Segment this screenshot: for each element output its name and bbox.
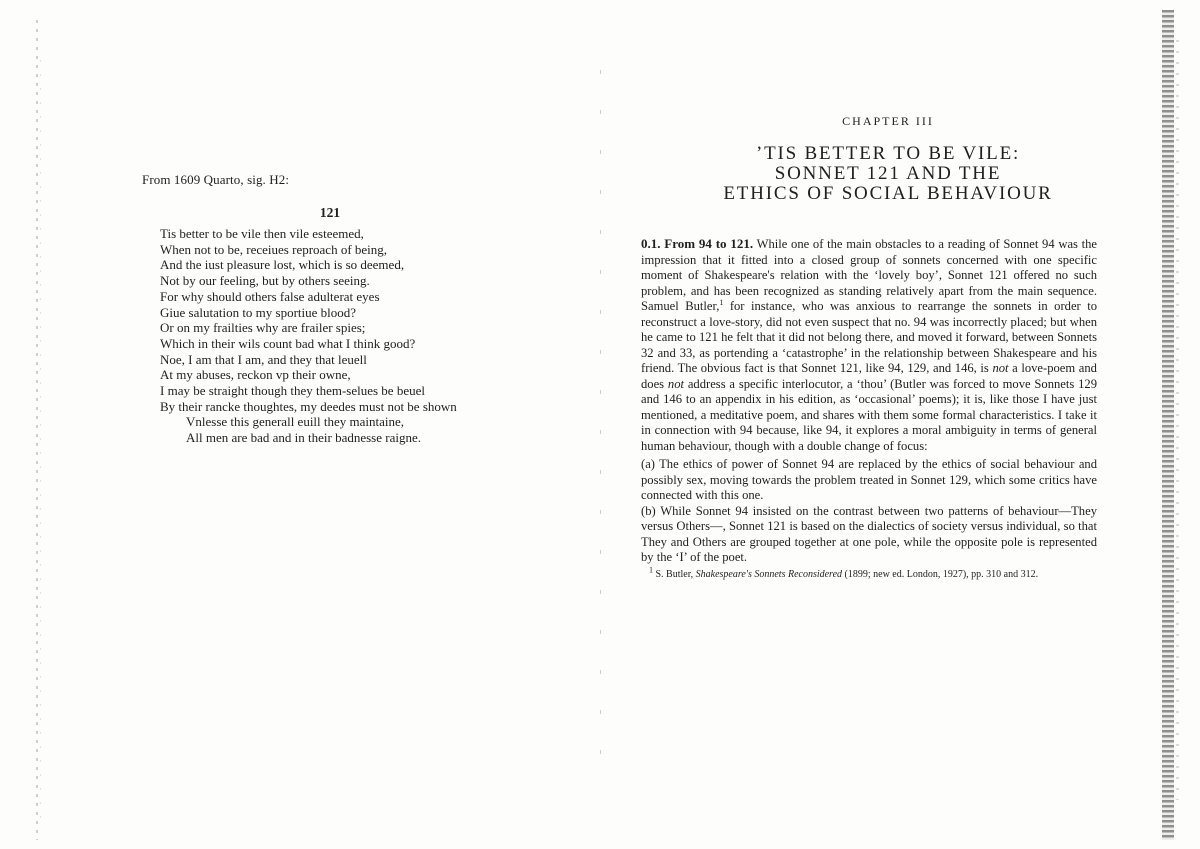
footnote <box>641 565 1097 581</box>
chapter-title-line: ’TIS BETTER TO BE VILE: <box>755 143 1021 164</box>
sonnet-number: 121 <box>319 205 341 220</box>
footnote-book-title: Shakespeare's Sonnets Reconsidered <box>695 568 843 580</box>
poem-line: By their rancke thoughtes, my deedes must not be shown <box>160 398 457 414</box>
poem-line: Noe, I am that I am, and they that leuell <box>160 351 367 367</box>
chapter-label: CHAPTER III <box>842 114 934 128</box>
paragraph-text: While one of the main obstacles to a reading of Sonnet 94 was the impression that it fitted into a closed group of sonnets concerned with one specific moment of Shakespeare's relation with the ‘lovely boy’, Sonnet 121 offered no such problem, and has been recognized as standing relatively apart from the main sequence. Samuel Butler, <box>641 237 1098 313</box>
footnote-number: 1 <box>649 565 653 575</box>
scan-edge-right-marks <box>1176 40 1179 800</box>
paragraph-text: for instance, who was anxious to rearrange the sonnets in order to reconstruct a love-story, did not even suspect that no. 94 was incorrectly placed; but when he came to 121 he felt that it did not belong there, and moved it forward, between Sonnets 32 and 33, as portending a ‘catastrophe’ in the relationship between Shakespeare and his friend. The obvious fact is that Sonnet 121, like 94, 129, and 146, is <box>641 299 1097 375</box>
poem-line: When not to be, receiues reproach of being, <box>160 241 388 257</box>
scan-edge-left <box>36 20 38 840</box>
poem-couplet-line: Vnlesse this generall euill they maintaine, <box>186 414 405 430</box>
emphasis: not <box>992 361 1009 375</box>
chapter-title <box>600 144 1176 204</box>
chapter-body <box>641 236 1097 581</box>
poem-line: I may be straight though they them-selues be beuel <box>160 383 425 399</box>
emphasis: not <box>667 376 685 391</box>
poem-line: At my abuses, reckon vp their owne, <box>160 367 351 383</box>
footnote-author: S. Butler, <box>655 568 694 580</box>
poem-line: And the iust pleasure lost, which is so deemed, <box>160 257 405 273</box>
section-heading: 0.1. From 94 to 121. <box>641 236 754 251</box>
poem-couplet-line: All men are bad and in their badnesse raigne. <box>186 430 421 446</box>
chapter-title-line: SONNET 121 AND THE <box>774 163 1002 184</box>
poem-line: Not by our feeling, but by others seeing. <box>160 273 370 289</box>
paragraph-intro <box>641 236 1097 454</box>
poem-line: Giue salutation to my sportiue blood? <box>160 304 357 320</box>
point-a: (a) The ethics of power of Sonnet 94 are replaced by the ethics of social behaviour and possibly sex, moving towards the problem treated in Sonnet 129, which some critics have connected with this one. <box>641 457 1097 502</box>
point-b: (b) While Sonnet 94 insisted on the contrast between two patterns of behaviour—They versus Others—, Sonnet 121 is based on the dialectics of society versus individual, so that They and Others are grouped together at one pole, while the opposite pole is represented by the ‘I’ of the poet. <box>641 503 1097 564</box>
scan-edge-right <box>1162 10 1174 840</box>
poem-line: Which in their wils count bad what I think good? <box>160 335 416 351</box>
sonnet-text <box>160 226 600 446</box>
chapter-title-line: ETHICS OF SOCIAL BEHAVIOUR <box>723 183 1053 204</box>
footnote-citation: (1899; new ed. London, 1927), pp. 310 and 312. <box>844 568 1039 580</box>
poem-line: Or on my frailties why are frailer spies; <box>160 320 366 336</box>
scan-edge-left-marks <box>40 60 41 820</box>
poem-line: Tis better to be vile then vile esteemed, <box>160 226 364 241</box>
footnote-marker: 1 <box>719 297 724 307</box>
right-page <box>600 0 1160 849</box>
paragraph-text: address a specific interlocutor, a ‘thou’ (Butler was forced to move Sonnets 129 and 146 to an appendix in his edition, as ‘occasional’ poems); it is, like those I have just mentioned, a meditative poem, and shares with them some formal characteristics. I take it in connection with 94 because, like 94, it explores a moral ambiguity in terms of general human behaviour, though with a double change of focus: <box>641 376 1097 453</box>
left-page <box>60 0 580 849</box>
paragraph-text: a love-poem and does <box>641 361 1097 391</box>
quarto-source-note: From 1609 Quarto, sig. H2: <box>142 172 290 187</box>
poem-line: For why should others false adulterat eyes <box>160 288 380 304</box>
